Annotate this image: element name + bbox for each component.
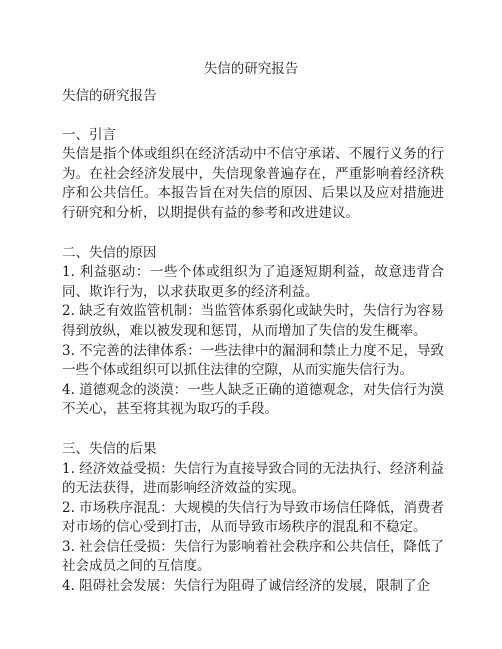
list-item: 2. 缺乏有效监管机制：当监管体系弱化或缺失时，失信行为容易得到放纵，难以被发现和惩罚，从而增加了失信的发生概率。 — [62, 303, 444, 339]
section-heading: 三、失信的后果 — [62, 440, 157, 457]
list-item: 1. 利益驱动：一些个体或组织为了追逐短期利益，故意违背合同、欺诈行为，以求获取更多的经济利益。 — [62, 264, 444, 300]
paragraph: 失信是指个体或组织在经济活动中不信守承诺、不履行义务的行为。在社会经济发展中，失信现象普遍存在，严重影响着经济秩序和公共信任。本报告旨在对失信的原因、后果以及应对措施进行研究和分析，以期提供有益的参考和改进建议。 — [62, 146, 444, 221]
list-item: 3. 不完善的法律体系：一些法律中的漏洞和禁止力度不足，导致一些个体或组织可以抓住法律的空隙，从而实施失信行为。 — [62, 342, 444, 379]
list-item: 2. 市场秩序混乱：大规模的失信行为导致市场信任降低，消费者对市场的信心受到打击，从而导致市场秩序的混乱和不稳定。 — [62, 499, 444, 536]
document-subtitle: 失信的研究报告 — [62, 88, 157, 104]
section-heading: 一、引言 — [62, 126, 116, 143]
list-item: 4. 道德观念的淡漠：一些人缺乏正确的道德观念，对失信行为漠不关心，甚至将其视为取巧的手段。 — [62, 381, 444, 418]
document-body — [62, 87, 444, 617]
section-consequences — [62, 440, 444, 597]
section-introduction — [62, 126, 444, 224]
section-heading: 二、失信的原因 — [62, 244, 157, 261]
section-causes — [62, 244, 444, 420]
list-item: 4. 阻碍社会发展：失信行为阻碍了诚信经济的发展，限制了企 — [62, 578, 431, 595]
document-title: 失信的研究报告 — [203, 61, 299, 77]
list-item: 1. 经济效益受损：失信行为直接导致合同的无法执行、经济利益的无法获得，进而影响经济效益的实现。 — [62, 460, 444, 497]
list-item: 3. 社会信任受损：失信行为影响着社会秩序和公共信任，降低了社会成员之间的互信度。 — [62, 538, 444, 575]
